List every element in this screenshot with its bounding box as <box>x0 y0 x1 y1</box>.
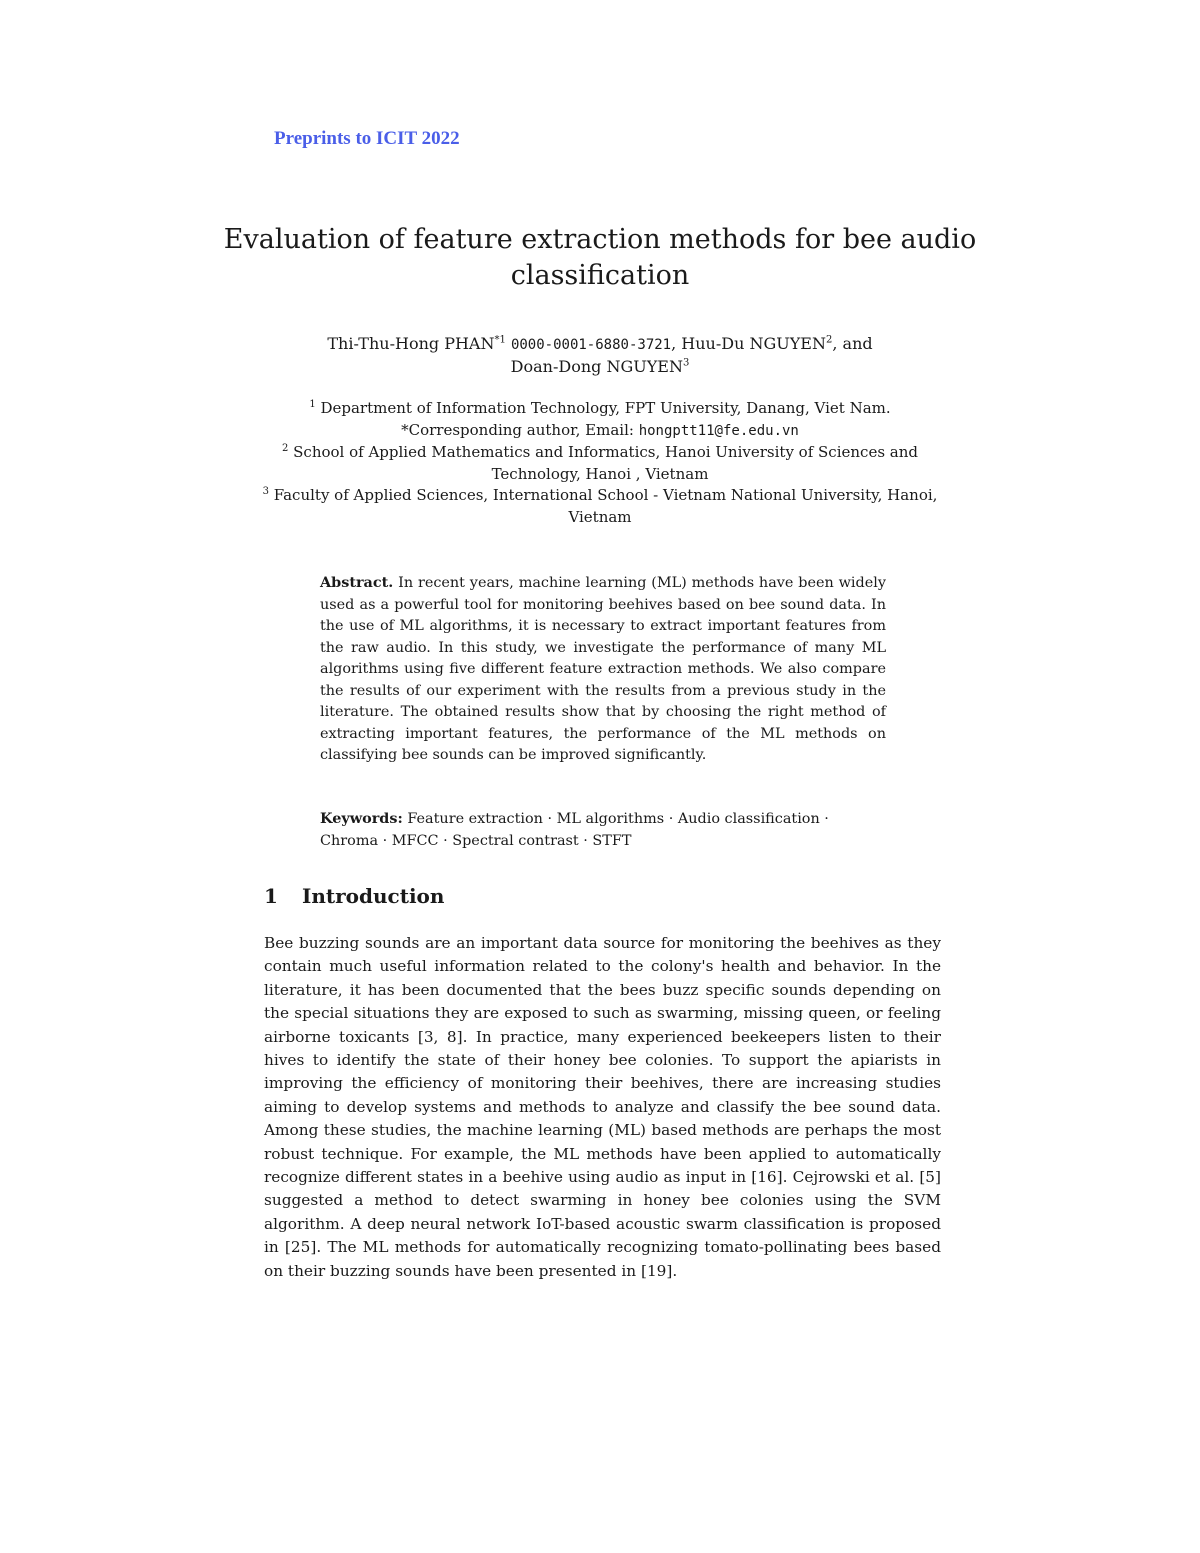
affiliation-1 <box>260 398 940 420</box>
abstract-label: Abstract. <box>320 574 394 591</box>
author-name: Huu-Du NGUYEN <box>681 334 826 353</box>
affiliation-2 <box>260 442 940 485</box>
affiliation-number: 3 <box>262 486 269 498</box>
keywords <box>320 808 886 852</box>
affiliation-text: Department of Information Technology, FPT University, Danang, Viet Nam. <box>320 399 891 417</box>
section-heading <box>264 884 444 908</box>
author-orcid: 0000-0001-6880-3721 <box>510 337 672 353</box>
author-mark: 2 <box>825 334 833 346</box>
section-number: 1 <box>264 884 278 908</box>
keywords-label: Keywords: <box>320 810 403 827</box>
affiliation-3 <box>260 485 940 528</box>
abstract <box>320 572 886 767</box>
affiliation-number: 1 <box>309 399 316 410</box>
author-name: Thi-Thu-Hong PHAN <box>327 334 495 353</box>
paper-title: Evaluation of feature extraction methods for bee audio classification <box>223 224 977 291</box>
affiliation-text: Faculty of Applied Sciences, International School - Vietnam National University, Hanoi, Vietnam <box>273 486 938 526</box>
body-paragraph: Bee buzzing sounds are an important data source for monitoring the beehives as they contain much useful information related to the colony's health and behavior. In the literature, it has been documented that the bees buzz specific sounds depending on the special situations they are exposed to such as swarming, missing queen, or feeling airborne toxicants [3, 8]. In practice, many experienced beekeepers listen to their hives to identify the state of their honey bee colonies. To support the apiarists in improving the efficiency of monitoring their beehives, there are increasing studies aiming to develop systems and methods to analyze and classify the bee sound data. Among these studies, the machine learning (ML) based methods are perhaps the most robust technique. For example, the ML methods have been applied to automatically recognize different states in a beehive using audio as input in [16]. Cejrowski et al. [5] suggested a method to detect swarming in honey bee colonies using the SVM algorithm. A deep neural network IoT-based acoustic swarm classification is proposed in [25]. The ML methods for automatically recognizing tomato-pollinating bees based on their buzzing sounds have been presented in [19]. <box>264 934 941 1280</box>
affiliation-number: 2 <box>282 443 289 455</box>
keywords-text: Feature extraction · ML algorithms · Audio classification · Chroma · MFCC · Spectral contrast · STFT <box>320 811 829 849</box>
affiliation-list <box>260 398 940 529</box>
section-title: Introduction <box>302 884 445 908</box>
corresponding-label: *Corresponding author, Email: <box>401 420 634 439</box>
corresponding-email: hongptt11@fe.edu.vn <box>638 422 799 439</box>
corresponding-author <box>260 420 940 443</box>
author-list: Thi-Thu-Hong PHAN$^{*1}$ 0000-0001-6880-3721, Huu-Du NGUYEN$^2$, and Doan-Dong NGUYEN$^3$ <box>327 334 873 376</box>
author-mark: *1 <box>494 334 506 346</box>
preprint-label: Preprints to ICIT 2022 <box>274 128 460 149</box>
abstract-text: In recent years, machine learning (ML) methods have been widely used as a powerful tool for monitoring beehives based on bee sound data. In the use of ML algorithms, it is necessary to extract important features from the raw audio. In this study, we investigate the performance of many ML algorithms using five different feature extraction methods. We also compare the results of our experiment with the results from a previous study in the literature. The obtained results show that by choosing the right method of extracting important features, the performance of the ML methods on classifying bee sounds can be improved significantly. <box>320 575 886 763</box>
affiliation-text: School of Applied Mathematics and Informatics, Hanoi University of Sciences and Technology, Hanoi , Vietnam <box>293 443 918 483</box>
author-name: Doan-Dong NGUYEN <box>510 357 683 376</box>
author-mark: 3 <box>682 357 690 369</box>
